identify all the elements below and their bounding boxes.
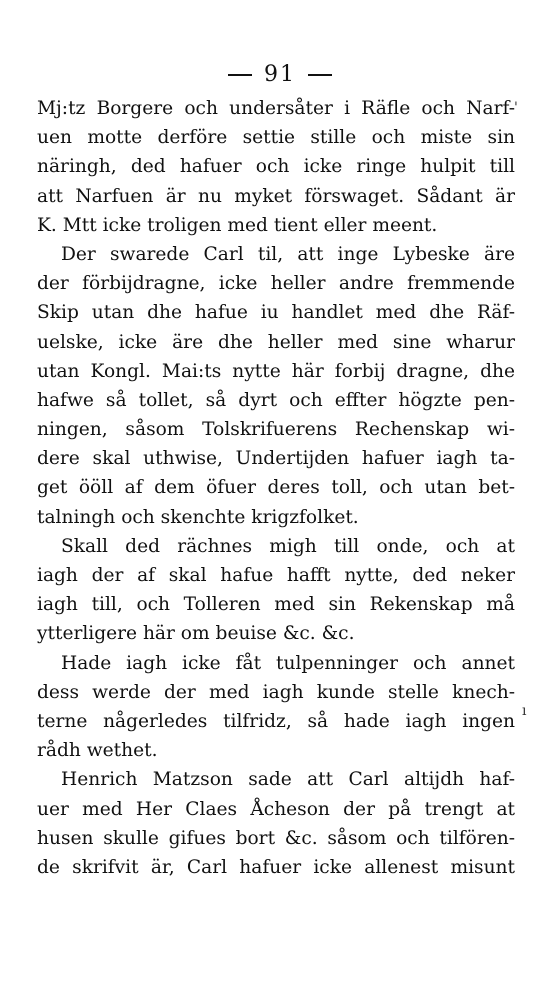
text-line: dess werde der med iagh kunde stelle knech- <box>37 681 515 703</box>
text-line: näringh, ded hafuer och icke ringe hulpit till <box>37 156 515 178</box>
text-line: Skip utan dhe hafue iu handlet med dhe Räf- <box>37 302 515 324</box>
header-dash-right <box>308 74 332 76</box>
text-line: hafwe så tollet, så dyrt och effter högzte pen- <box>37 389 515 411</box>
text-line: der förbijdragne, icke heller andre fremmende <box>37 273 515 295</box>
text-line: dere skal uthwise, Undertijden hafuer iagh ta- <box>37 448 515 470</box>
text-line: terne någerledes tilfridz, så hade iagh ingen <box>37 710 515 732</box>
text-line: utan Kongl. Mai:ts nytte här forbij dragne, dhe <box>37 360 515 382</box>
text-line: husen skulle gifues bort &c. såsom och tilfören- <box>37 827 515 849</box>
text-line: talningh och skenchte krigzfolket. <box>37 506 359 528</box>
paragraph-2 <box>37 240 515 532</box>
text-line: Mj:tz Borgere och undersåter i Räfle och Narf- <box>37 98 515 119</box>
paragraph-4 <box>37 649 515 766</box>
paragraph-5 <box>37 765 515 882</box>
text-line: uelske, icke äre dhe heller med sine wharur <box>37 331 515 353</box>
text-line: ytterligere här om beuise &c. &c. <box>37 623 355 645</box>
paragraph-3 <box>37 532 515 649</box>
text-line: uer med Her Claes Åcheson der på trengt at <box>37 798 515 820</box>
text-line: rådh wethet. <box>37 740 158 762</box>
text-line: iagh der af skal hafue hafft nytte, ded neker <box>37 565 515 586</box>
text-line: de skrifvit är, Carl hafuer icke allenest misunt <box>37 856 515 878</box>
text-line: K. Mtt icke troligen med tient eller meent. <box>37 214 438 236</box>
text-line: Der swarede Carl til, att inge Lybeske äre <box>61 243 515 265</box>
text-line: iagh till, och Tolleren med sin Rekenskap må <box>37 594 515 616</box>
page-number: 91 <box>264 62 296 87</box>
margin-mark: ı <box>522 703 527 719</box>
body-text <box>37 94 515 882</box>
text-line: att Narfuen är nu myket förswaget. Sådant är <box>37 185 515 207</box>
text-line: Skall ded rächnes migh till onde, och at <box>61 535 515 557</box>
header-dash-left <box>228 74 252 76</box>
text-line: Henrich Matzson sade att Carl altijdh haf- <box>61 769 515 791</box>
text-line: get ööll af dem öfuer deres toll, och utan bet- <box>37 477 515 499</box>
margin-mark: ' <box>514 100 518 116</box>
text-line: ningen, såsom Tolskrifuerens Rechenskap wi- <box>37 419 515 441</box>
text-line: uen motte derföre settie stille och miste sin <box>37 127 515 149</box>
page-header <box>0 58 560 92</box>
text-line: Hade iagh icke fåt tulpenninger och annet <box>61 652 515 674</box>
paragraph-1 <box>37 94 515 240</box>
